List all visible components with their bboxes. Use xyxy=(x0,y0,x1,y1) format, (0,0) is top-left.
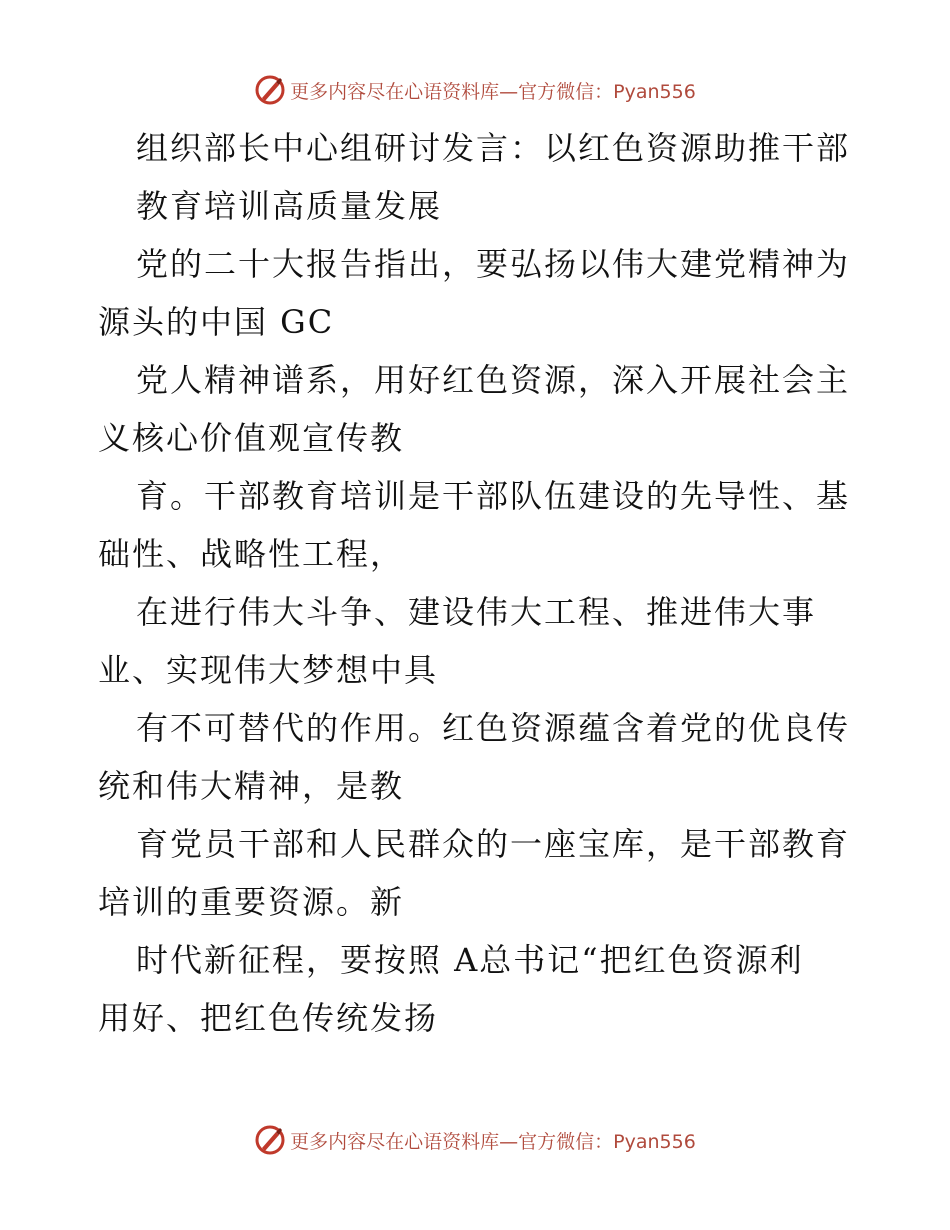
paragraph-line: 用好、把红色传统发扬 xyxy=(98,999,439,1037)
quill-pen-logo-icon xyxy=(254,1124,286,1156)
paragraph-line: 时代新征程，要按照 A总书记“把红色资源利 xyxy=(136,941,804,979)
paragraph-line: 有不可替代的作用。红色资源蕴含着党的优良传 xyxy=(136,709,851,747)
title-line-2: 教育培训高质量发展 xyxy=(136,187,443,225)
quill-pen-logo-icon xyxy=(254,74,286,106)
paragraph-line: 培训的重要资源。新 xyxy=(98,883,405,921)
paragraph-line: 础性、战略性工程， xyxy=(98,535,405,573)
paragraph-line: 党的二十大报告指出，要弘扬以伟大建党精神为 xyxy=(136,245,851,283)
paragraph-line: 源头的中国 GC xyxy=(98,303,335,341)
title-line-1: 组织部长中心组研讨发言：以红色资源助推干部 xyxy=(136,129,851,167)
header-watermark-banner xyxy=(0,70,950,110)
paragraph-line: 党人精神谱系，用好红色资源，深入开展社会主 xyxy=(136,361,851,399)
footer-watermark-text: 更多内容尽在心语资料库—官方微信：Pyan556 xyxy=(290,1130,696,1153)
paragraph-line: 育党员干部和人民群众的一座宝库，是干部教育 xyxy=(136,825,851,863)
header-watermark-text: 更多内容尽在心语资料库—官方微信：Pyan556 xyxy=(290,80,696,103)
paragraph-line: 义核心价值观宣传教 xyxy=(98,419,405,457)
paragraph-line: 业、实现伟大梦想中具 xyxy=(98,651,439,689)
paragraph-line: 统和伟大精神，是教 xyxy=(98,767,405,805)
document-body xyxy=(98,119,858,1047)
paragraph-line: 在进行伟大斗争、建设伟大工程、推进伟大事 xyxy=(136,593,817,631)
footer-watermark-banner xyxy=(0,1120,950,1160)
paragraph-line: 育。干部教育培训是干部队伍建设的先导性、基 xyxy=(136,477,851,515)
